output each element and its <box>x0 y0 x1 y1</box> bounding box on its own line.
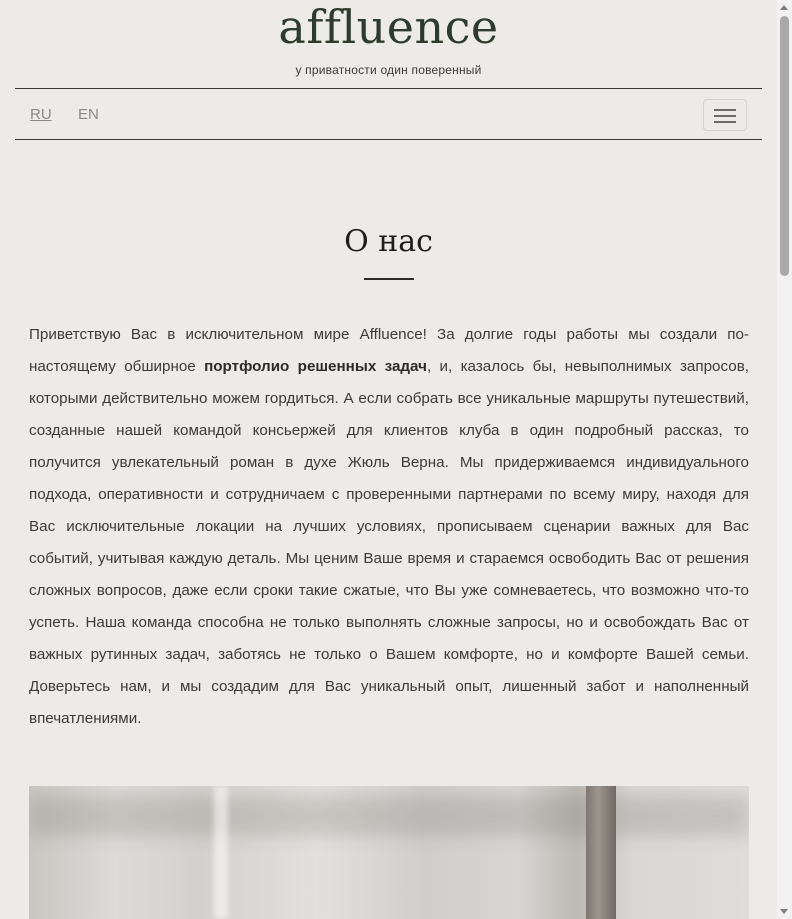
hamburger-menu-icon[interactable] <box>703 99 747 131</box>
navbar <box>15 88 762 140</box>
menu-bar-line <box>714 109 736 111</box>
menu-bar-line <box>714 121 736 123</box>
title-divider <box>364 278 414 280</box>
about-paragraph <box>29 319 749 735</box>
about-title: О нас <box>344 224 433 259</box>
about-photo <box>29 786 749 919</box>
scroll-down-arrow-icon[interactable] <box>780 909 788 914</box>
language-ru-link[interactable]: RU <box>30 106 52 123</box>
portfolio-highlight: портфолио решенных задач <box>204 358 427 375</box>
about-text-end: , и, казалось бы, невыполнимых запросов, которыми действительно можем гордиться. А если собрать все уникальные маршруты путешествий, созданные нашей командой консьержей для клиентов клуба в один подробный рассказ, то получится увлекательный роман в духе Жюль Верна. Мы придерживаемся индивидуального подхода, оперативности и сотрудничаем с проверенными партнерами по всему миру, находя для Вас исключительные локации на лучших условиях, прописываем сценарии важных для Вас событий, учитывая каждую деталь. Мы ценим Ваше время и стараемся освободить Вас от решения сложных вопросов, даже если сроки такие сжатые, что Вы уже сомневаетесь, что возможно что-то успеть. Наша команда способна не только выполнять сложные запросы, но и освобождать Вас от важных рутинных задач, заботясь не только о Вашем комфорте, но и комфорте Вашей семьи. Доверьтесь нам, и мы создадим для Вас уникальный опыт, лишенный забот и наполненный впечатлениями. <box>29 358 749 727</box>
language-en-link[interactable]: EN <box>78 106 99 123</box>
scrollbar-thumb[interactable] <box>780 16 789 276</box>
about-text-start: Приветствую Вас в исключительном мире Affluence! За долгие годы работы мы создали по-настоящему обширное <box>29 326 749 375</box>
menu-bar-line <box>714 115 736 117</box>
scroll-up-arrow-icon[interactable] <box>780 5 788 10</box>
header <box>0 0 777 88</box>
vertical-scrollbar[interactable] <box>777 0 792 919</box>
tagline: у приватности один поверенный <box>295 63 482 77</box>
logo[interactable]: affluence <box>278 0 499 54</box>
